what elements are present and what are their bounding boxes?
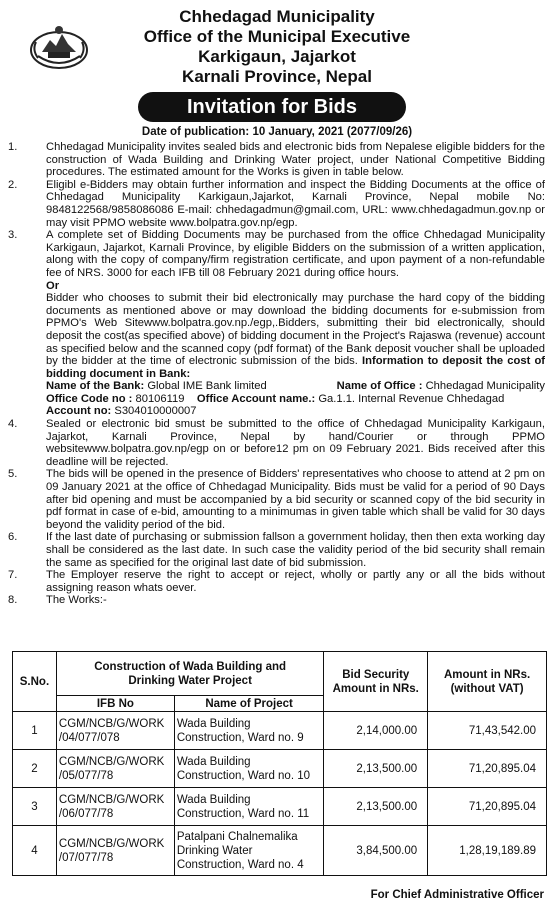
clause-2 <box>8 179 545 229</box>
bid-security-header: Bid Security Amount in NRs. <box>324 652 428 712</box>
clause-number: 2. <box>8 178 18 191</box>
office-code-line <box>46 393 545 406</box>
clause-text: Sealed or electronic bid smust be submitted to the office of Chhedagad Municipality Karkigaun, Jajarkot, Karnali Province, Nepal by hand/Courier or through PPMO websitewww.bolpatra.gov.np/egp on or before12 pm on 09 February 2021. Bids received after this deadline will be rejected. <box>46 418 545 468</box>
clause-text: Eligibl e-Bidders may obtain further information and inspect the Bidding Documents at the office of Chhedagad Municipality Karkigaun,Jajarkot, Karnali Province, Nepal mobile No: 9848122568/9858086086 E-mail: chhedagadmun@gmail.com, URL: www.chhedagadmun.gov.np or may visit PPMO website www.bolpatra.gov.np/egp. <box>46 178 545 229</box>
sno-cell: 3 <box>13 788 57 826</box>
bid-security-cell: 2,13,500.00 <box>324 750 428 788</box>
table-row <box>13 788 547 826</box>
amount-cell: 1,28,19,189.89 <box>428 826 547 876</box>
clause-number: 7. <box>8 569 18 582</box>
office-code-value: 80106119 <box>135 392 185 405</box>
clause-text: The bids will be opened in the presence of Bidders' representatives who choose to attend at 2 pm on 09 January 2021 at the office of Chhedagad Municipality. Bids must be valid for a period of 90 Days after bid opening and must be accompanied by a bid security or scanned copy of the bid security in pdf format in case of e-bid, amounting to a minimumas in given table which shall be valid for 30 days beyond the validity period of the bid. <box>46 468 545 531</box>
works-table-body <box>13 712 547 876</box>
office-title-block <box>0 7 554 87</box>
notice-header <box>0 0 554 90</box>
clause-number: 1. <box>8 141 18 153</box>
bank-name-label: Name of the Bank: <box>46 380 145 393</box>
office-name-field <box>337 380 545 393</box>
clause-3-purchase-text: A complete set of Bidding Documents may be purchased from the office Chhedagad Municipality Karkigaun, Jajarkot, Karnali Province, by eligible Bidders on the submission of a written application, along with the copy of company/firm registration certificate, and upon payment of a non-refundable fee of NRS. 3000 for each IFB till 08 February 2021 during office hours. <box>46 229 545 279</box>
ifb-header: IFB No <box>56 696 174 712</box>
clause-text: If the last date of purchasing or submission fallson a government holiday, then then exta working day shall be considered as the last date. In such case the validity period of the bid security shall remain the same as specified for the original last date of bid submission. <box>46 531 545 569</box>
works-table <box>12 651 547 876</box>
clause-1 <box>8 141 545 179</box>
clause-text <box>46 229 545 418</box>
account-number-label: Account no: <box>46 405 112 418</box>
clause-number: 3. <box>8 229 18 242</box>
clause-6 <box>8 531 545 569</box>
clause-number: 4. <box>8 418 18 431</box>
ifb-cell: CGM/NCB/G/WORK /05/077/78 <box>56 750 174 788</box>
table-row <box>13 750 547 788</box>
sno-cell: 1 <box>13 712 57 750</box>
clause-text: The Works:- <box>46 594 107 607</box>
signature-line: For Chief Administrative Officer <box>370 889 544 901</box>
clause-text: Chhedagad Municipality invites sealed bids and electronic bids from Nepalese eligible bidders for the construction of Wada Building and Drinking Water project, under National Competitive Bidding procedures. The estimated amount for the Works is given in table below. <box>46 141 545 179</box>
notice-body <box>8 141 545 607</box>
account-number-line <box>46 405 545 418</box>
project-group-header: Construction of Wada Building and Drinking Water Project <box>56 652 323 696</box>
ifb-cell: CGM/NCB/G/WORK /07/077/78 <box>56 826 174 876</box>
office-code-label: Office Code no : <box>46 392 133 405</box>
sno-cell: 4 <box>13 826 57 876</box>
municipality-name: Chhedagad Municipality <box>179 7 375 26</box>
office-location: Karkigaun, Jajarkot <box>198 47 356 66</box>
bid-security-cell: 2,13,500.00 <box>324 788 428 826</box>
project-name-cell: Patalpani Chalnemalika Drinking Water Construction, Ward no. 4 <box>174 826 324 876</box>
or-label: Or <box>46 279 60 292</box>
bank-name-field <box>46 380 267 393</box>
account-name-label: Office Account name.: <box>196 392 316 405</box>
office-name: Office of the Municipal Executive <box>143 27 411 46</box>
clause-3 <box>8 229 545 418</box>
sno-cell: 2 <box>13 750 57 788</box>
account-name-value: Ga.1.1. Internal Revenue Chhedagad <box>318 392 505 405</box>
clause-text: The Employer reserve the right to accept or reject, wholly or partly any or all the bids without assigning reason whats oever. <box>46 569 545 594</box>
clause-3-electronic-text <box>46 292 545 380</box>
amount-cell: 71,43,542.00 <box>428 712 547 750</box>
bid-security-cell: 3,84,500.00 <box>324 826 428 876</box>
electronic-submission-text: Bidder who chooses to submit their bid electronically may purchase the hard copy of the bidding documents as mentioned above or may download the bidding documents for e-submission from PPMO's Web Sitewww.bolpatra.gov.np./egp,.Bidders, submitting their bid electronically, should deposit the cost(as specified above) of bidding document in the Project's Rajaswa (revenue) account as specified below and the scanned copy (pdf format) of the Bank deposit voucher shall be uploaded by the bidder at the time of electronic submission of the bids. <box>46 292 545 368</box>
sno-header: S.No. <box>13 652 57 712</box>
table-row <box>13 826 547 876</box>
table-row <box>13 712 547 750</box>
office-name-label: Name of Office : <box>336 380 423 393</box>
project-name-cell: Wada Building Construction, Ward no. 11 <box>174 788 324 826</box>
project-name-cell: Wada Building Construction, Ward no. 9 <box>174 712 324 750</box>
publication-date: Date of publication: 10 January, 2021 (2077/09/26) <box>141 126 413 138</box>
clause-number: 6. <box>8 531 18 544</box>
province-name: Karnali Province, Nepal <box>182 67 372 86</box>
clause-7 <box>8 569 545 594</box>
amount-cell: 71,20,895.04 <box>428 750 547 788</box>
project-name-cell: Wada Building Construction, Ward no. 10 <box>174 750 324 788</box>
clause-4 <box>8 418 545 468</box>
project-name-header: Name of Project <box>174 696 324 712</box>
clause-number: 8. <box>8 594 18 607</box>
ifb-cell: CGM/NCB/G/WORK /06/077/78 <box>56 788 174 826</box>
bank-details-line <box>46 380 545 393</box>
account-number-value: S304010000007 <box>114 405 197 418</box>
amount-header: Amount in NRs.(without VAT) <box>428 652 547 712</box>
bank-name-value: Global IME Bank limited <box>147 380 267 393</box>
clause-8 <box>8 594 545 607</box>
clause-5 <box>8 468 545 531</box>
ifb-cell: CGM/NCB/G/WORK /04/077/078 <box>56 712 174 750</box>
bid-security-cell: 2,14,000.00 <box>324 712 428 750</box>
notice-title-banner: Invitation for Bids <box>138 92 406 122</box>
bank-info-heading: Information to deposit the cost of bidding document in Bank: <box>46 355 546 380</box>
office-name-value: Chhedagad Municipality <box>425 380 545 393</box>
clause-number: 5. <box>8 468 18 481</box>
amount-cell: 71,20,895.04 <box>428 788 547 826</box>
